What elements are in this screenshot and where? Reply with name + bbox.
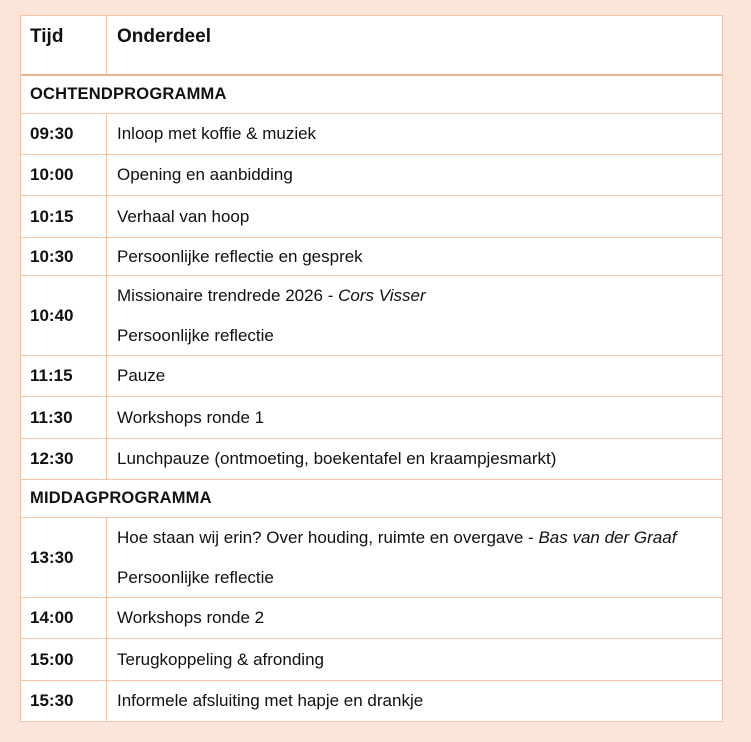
table-header: [21, 16, 722, 76]
part-cell: Terugkoppeling & afronding: [117, 649, 324, 669]
part-cell: Workshops ronde 1: [117, 407, 265, 427]
table-row: [21, 397, 722, 439]
speaker-name: Bas van der Graaf: [538, 527, 677, 547]
part-cell: Hoe staan wij erin? Over houding, ruimte en overgave - Bas van der Graaf Persoonlijke reflectie: [107, 518, 722, 597]
time-cell: 10:15: [21, 196, 107, 237]
part-cell: Workshops ronde 2: [117, 608, 265, 627]
time-cell: 11:15: [21, 356, 107, 396]
section-row: [21, 480, 722, 518]
part-cell: Persoonlijke reflectie en gesprek: [117, 246, 363, 266]
part-cell: Pauze: [117, 366, 166, 385]
program-table: [20, 15, 723, 722]
table-row: [21, 196, 722, 238]
table-row: [21, 155, 722, 196]
table-row: [21, 356, 722, 397]
time-cell: 10:00: [21, 155, 107, 195]
header-time: Tijd: [21, 16, 107, 74]
table-row: [21, 681, 722, 721]
time-cell: 11:30: [21, 397, 107, 438]
part-cell: Lunchpauze (ontmoeting, boekentafel en kraampjesmarkt): [117, 449, 557, 468]
table-row: [21, 276, 722, 356]
time-cell: 10:30: [21, 238, 107, 275]
part-cell: Verhaal van hoop: [117, 206, 250, 226]
time-cell: 14:00: [21, 598, 107, 638]
section-row: [21, 76, 722, 114]
table-row: [21, 598, 722, 639]
table-row: [21, 639, 722, 681]
table-row: [21, 518, 722, 598]
part-cell: Inloop met koffie & muziek: [117, 124, 317, 143]
speaker-name: Cors Visser: [338, 285, 426, 305]
table-row: [21, 439, 722, 480]
table-row: [21, 114, 722, 155]
sub-line: Persoonlijke reflectie: [117, 567, 274, 587]
time-cell: 09:30: [21, 114, 107, 154]
header-part: Onderdeel: [117, 26, 211, 47]
part-cell: Informele afsluiting met hapje en drankje: [117, 691, 424, 710]
table-row: [21, 238, 722, 276]
time-cell: 15:30: [21, 681, 107, 721]
part-cell: Missionaire trendrede 2026 - Cors Visser Persoonlijke reflectie: [107, 276, 722, 355]
time-cell: 15:00: [21, 639, 107, 680]
sub-line: Persoonlijke reflectie: [117, 325, 274, 345]
time-cell: 12:30: [21, 439, 107, 479]
section-afternoon: MIDDAGPROGRAMMA: [30, 489, 212, 507]
part-cell: Opening en aanbidding: [117, 165, 293, 184]
time-cell: 13:30: [21, 518, 107, 597]
section-morning: OCHTENDPROGRAMMA: [30, 85, 227, 103]
time-cell: 10:40: [21, 276, 107, 355]
